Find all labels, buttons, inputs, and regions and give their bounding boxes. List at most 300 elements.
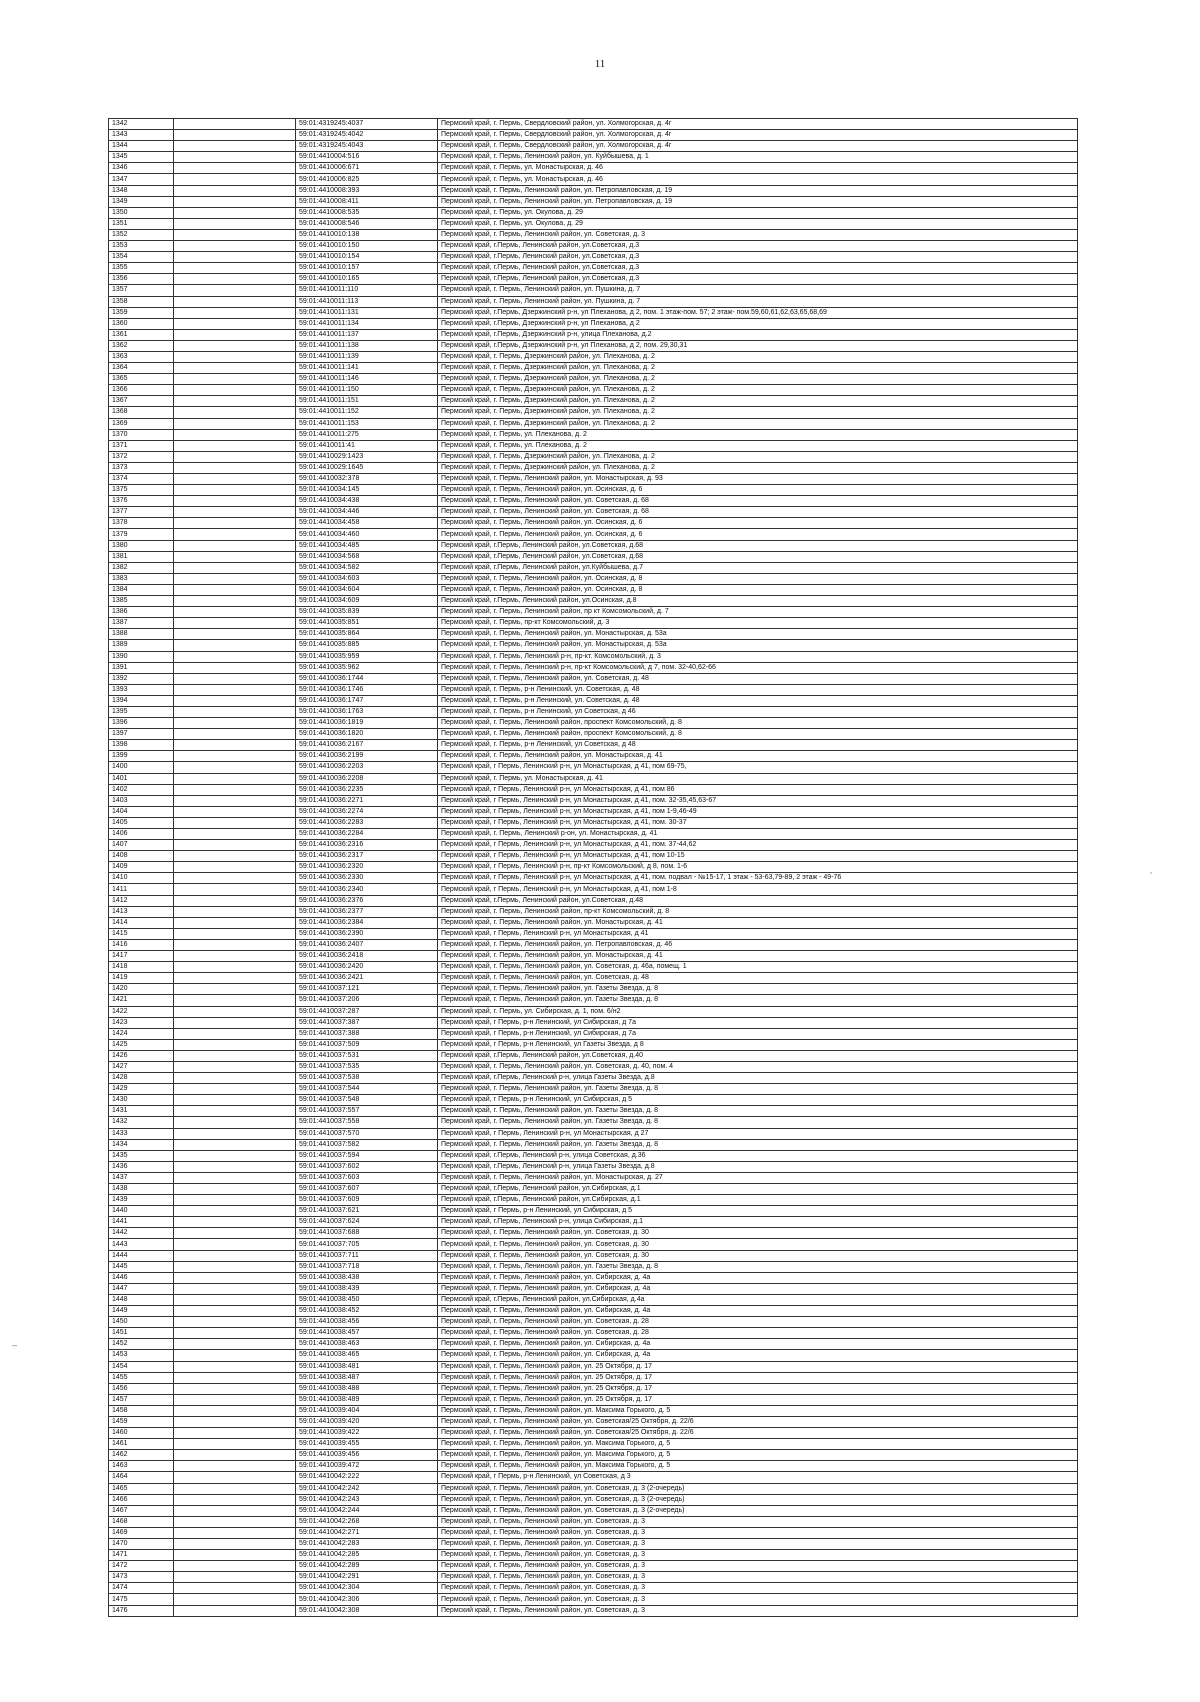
cadastral-number-cell: 59:01:4410011:110 [296,285,438,296]
table-row [109,418,1078,429]
address-cell: Пермский край, г. Пермь, Ленинский район, ул. Монастырская, д. 53а [438,640,1078,651]
table-row [109,329,1078,340]
empty-cell [174,1006,296,1017]
empty-cell [174,1561,296,1572]
empty-cell [174,984,296,995]
cadastral-number-cell: 59:01:4410011:134 [296,318,438,329]
address-cell: Пермский край, г. Пермь, Ленинский р-н, пр-кт. Комсомольский, д. 3 [438,651,1078,662]
table-row [109,1139,1078,1150]
row-number-cell: 1393 [109,684,174,695]
address-cell: Пермский край, г. Пермь, Ленинский район, ул. Советская, д. 3 [438,1572,1078,1583]
address-cell: Пермский край, г.Пермь, Дзержинский р-н, ул Плеханова, д 2, пом. 1 этаж-пом. 57; 2 этаж- пом.59,60,61,62,63,65,68,69 [438,307,1078,318]
cadastral-number-cell: 59:01:4410034:458 [296,518,438,529]
address-cell: Пермский край, г. Пермь, Свердловский район, ул. Холмогорская, д. 4г [438,130,1078,141]
empty-cell [174,584,296,595]
row-number-cell: 1355 [109,263,174,274]
row-number-cell: 1418 [109,962,174,973]
address-cell: Пермский край, г.Пермь, Ленинский район, ул.Сибирская, д.4а [438,1294,1078,1305]
table-row [109,773,1078,784]
empty-cell [174,418,296,429]
row-number-cell: 1384 [109,584,174,595]
cadastral-number-cell: 59:01:4319245:4042 [296,130,438,141]
row-number-cell: 1354 [109,252,174,263]
table-row [109,740,1078,751]
empty-cell [174,529,296,540]
row-number-cell: 1360 [109,318,174,329]
address-cell: Пермский край, г. Пермь, Ленинский район, ул. Советская, д. 3 (2-очередь) [438,1483,1078,1494]
address-cell: Пермский край, г. Пермь, Ленинский район, ул. Газеты Звезда, д. 8 [438,1261,1078,1272]
address-cell: Пермский край, г.Пермь, Ленинский район, ул.Советская, д.3 [438,263,1078,274]
table-row [109,1239,1078,1250]
cadastral-number-cell: 59:01:4410006:825 [296,174,438,185]
cadastral-number-cell: 59:01:4410038:456 [296,1317,438,1328]
address-cell: Пермский край, г. Пермь, Ленинский район, ул. Петропавловская, д. 19 [438,185,1078,196]
empty-cell [174,407,296,418]
empty-cell [174,363,296,374]
cadastral-number-cell: 59:01:4410029:1645 [296,462,438,473]
row-number-cell: 1350 [109,207,174,218]
table-row [109,1405,1078,1416]
cadastral-number-cell: 59:01:4410036:2284 [296,829,438,840]
address-cell: Пермский край, г. Пермь, Ленинский р-он, ул. Монастырская, д. 41 [438,829,1078,840]
cadastral-number-cell: 59:01:4410032:378 [296,474,438,485]
row-number-cell: 1397 [109,729,174,740]
address-cell: Пермский край, г Пермь, Ленинский р-н, ул Монастырская, д 41, пом 10-15 [438,851,1078,862]
empty-cell [174,185,296,196]
address-cell: Пермский край, г. Пермь, Ленинский район, ул. Советская, д. 3 [438,1561,1078,1572]
empty-cell [174,1572,296,1583]
table-row [109,1317,1078,1328]
cadastral-number-cell: 59:01:4410011:151 [296,396,438,407]
cadastral-number-cell: 59:01:4410011:152 [296,407,438,418]
empty-cell [174,1605,296,1616]
empty-cell [174,241,296,252]
cadastral-number-cell: 59:01:4410036:2167 [296,740,438,751]
cadastral-number-cell: 59:01:4410034:609 [296,596,438,607]
row-number-cell: 1475 [109,1594,174,1605]
address-cell: Пермский край, г. Пермь, Ленинский район, ул. 25 Октября, д. 17 [438,1361,1078,1372]
address-cell: Пермский край, г.Пермь, Ленинский район, ул.Сибирская, д.1 [438,1195,1078,1206]
cadastral-number-cell: 59:01:4410039:404 [296,1405,438,1416]
address-cell: Пермский край, г. Пермь, Ленинский район, ул. Пушкина, д. 7 [438,296,1078,307]
row-number-cell: 1367 [109,396,174,407]
row-number-cell: 1409 [109,862,174,873]
table-row [109,651,1078,662]
table-row [109,1294,1078,1305]
row-number-cell: 1460 [109,1428,174,1439]
row-number-cell: 1420 [109,984,174,995]
cadastral-number-cell: 59:01:4319245:4043 [296,141,438,152]
row-number-cell: 1399 [109,751,174,762]
table-row [109,729,1078,740]
table-row [109,119,1078,130]
empty-cell [174,385,296,396]
row-number-cell: 1366 [109,385,174,396]
cadastral-number-cell: 59:01:4410008:393 [296,185,438,196]
table-row [109,706,1078,717]
table-row [109,1383,1078,1394]
address-cell: Пермский край, г Пермь, р-н Ленинский, ул Сибирская, д 5 [438,1206,1078,1217]
row-number-cell: 1434 [109,1139,174,1150]
address-cell: Пермский край, г. Пермь, Ленинский район, ул. Сибирская, д. 4а [438,1283,1078,1294]
table-row [109,817,1078,828]
empty-cell [174,1383,296,1394]
row-number-cell: 1383 [109,573,174,584]
table-row [109,274,1078,285]
address-cell: Пермский край, г. Пермь, Дзержинский район, ул. Плеханова, д. 2 [438,407,1078,418]
cadastral-number-cell: 59:01:4410036:1763 [296,706,438,717]
cadastral-number-cell: 59:01:4410037:594 [296,1150,438,1161]
table-row [109,973,1078,984]
address-cell: Пермский край, г. Пермь, Ленинский район, ул. Осинская, д. 8 [438,573,1078,584]
address-cell: Пермский край, г. Пермь, ул. Плеханова, д. 2 [438,440,1078,451]
row-number-cell: 1347 [109,174,174,185]
empty-cell [174,607,296,618]
address-cell: Пермский край, г. Пермь, Ленинский район, ул. Осинская, д. 6 [438,518,1078,529]
table-row [109,1084,1078,1095]
row-number-cell: 1459 [109,1416,174,1427]
cadastral-number-cell: 59:01:4410036:2384 [296,917,438,928]
cadastral-number-cell: 59:01:4410042:244 [296,1505,438,1516]
row-number-cell: 1365 [109,374,174,385]
table-row [109,1483,1078,1494]
empty-cell [174,1039,296,1050]
table-row [109,363,1078,374]
row-number-cell: 1405 [109,817,174,828]
cadastral-number-cell: 59:01:4410037:544 [296,1084,438,1095]
address-cell: Пермский край, г. Пермь, Свердловский район, ул. Холмогорская, д. 4г [438,119,1078,130]
address-cell: Пермский край, г. Пермь, Дзержинский район, ул. Плеханова, д. 2 [438,385,1078,396]
table-row [109,795,1078,806]
address-cell: Пермский край, г.Пермь, Ленинский район, ул.Советская, д.3 [438,241,1078,252]
empty-cell [174,1150,296,1161]
empty-cell [174,873,296,884]
address-cell: Пермский край, г. Пермь, Ленинский район, ул. Советская, д. 3 [438,1550,1078,1561]
table-row [109,928,1078,939]
empty-cell [174,1428,296,1439]
row-number-cell: 1437 [109,1172,174,1183]
cadastral-number-cell: 59:01:4410036:2316 [296,840,438,851]
row-number-cell: 1453 [109,1350,174,1361]
cadastral-number-cell: 59:01:4410039:455 [296,1439,438,1450]
table-row [109,174,1078,185]
address-cell: Пермский край, г Пермь, Ленинский р-н, ул Монастырская, д 41, пом. 37-44,62 [438,840,1078,851]
empty-cell [174,263,296,274]
empty-cell [174,307,296,318]
address-cell: Пермский край, г. Пермь, Ленинский район, ул. Советская, д. 30 [438,1239,1078,1250]
address-cell: Пермский край, г.Пермь, Ленинский р-н, улица Сибирская, д.1 [438,1217,1078,1228]
table-row [109,1039,1078,1050]
address-cell: Пермский край, г. Пермь, Ленинский район, ул. Советская, д. 48 [438,973,1078,984]
empty-cell [174,829,296,840]
cadastral-number-cell: 59:01:4410042:242 [296,1483,438,1494]
address-cell: Пермский край, г Пермь, р-н Ленинский, ул Сибирская, д 7а [438,1028,1078,1039]
address-cell: Пермский край, г.Пермь, Дзержинский р-н, ул Плеханова, д 2 [438,318,1078,329]
address-cell: Пермский край, г. Пермь, Ленинский район, ул. Советская/25 Октября, д. 22/6 [438,1416,1078,1427]
address-cell: Пермский край, г. Пермь, Ленинский район, ул. Сибирская, д. 4а [438,1339,1078,1350]
address-cell: Пермский край, г. Пермь, пр-кт Комсомольский, д. 3 [438,618,1078,629]
row-number-cell: 1449 [109,1306,174,1317]
address-cell: Пермский край, г. Пермь, Ленинский район, ул. Советская, д. 68 [438,496,1078,507]
empty-cell [174,1450,296,1461]
address-cell: Пермский край, г. Пермь, р-н Ленинский, ул Советская, д 48 [438,740,1078,751]
cadastral-number-cell: 59:01:4410036:1746 [296,684,438,695]
row-number-cell: 1402 [109,784,174,795]
address-cell: Пермский край, г. Пермь, Ленинский район, ул. Сибирская, д. 4а [438,1272,1078,1283]
empty-cell [174,429,296,440]
table-row [109,962,1078,973]
table-row [109,529,1078,540]
cadastral-number-cell: 59:01:4410036:1819 [296,718,438,729]
address-cell: Пермский край, г. Пермь, ул. Монастырская, д. 46 [438,174,1078,185]
empty-cell [174,718,296,729]
table-row [109,351,1078,362]
empty-cell [174,351,296,362]
cadastral-number-cell: 59:01:4410011:153 [296,418,438,429]
table-row [109,684,1078,695]
empty-cell [174,1527,296,1538]
row-number-cell: 1445 [109,1261,174,1272]
cadastral-number-cell: 59:01:4410039:422 [296,1428,438,1439]
cadastral-number-cell: 59:01:4410034:604 [296,584,438,595]
table-row [109,1184,1078,1195]
address-cell: Пермский край, г.Пермь, Ленинский район, ул.Советская, д.3 [438,252,1078,263]
empty-cell [174,340,296,351]
empty-cell [174,229,296,240]
row-number-cell: 1392 [109,673,174,684]
cadastral-number-cell: 59:01:4410034:603 [296,573,438,584]
cadastral-number-cell: 59:01:4410035:864 [296,629,438,640]
empty-cell [174,1328,296,1339]
table-row [109,407,1078,418]
empty-cell [174,562,296,573]
row-number-cell: 1421 [109,995,174,1006]
empty-cell [174,729,296,740]
row-number-cell: 1435 [109,1150,174,1161]
row-number-cell: 1362 [109,340,174,351]
table-row [109,618,1078,629]
table-row [109,1350,1078,1361]
row-number-cell: 1353 [109,241,174,252]
address-cell: Пермский край, г. Пермь, ул. Плеханова, д. 2 [438,429,1078,440]
address-cell: Пермский край, г. Пермь, Ленинский район, ул. Советская, д. 30 [438,1250,1078,1261]
cadastral-number-cell: 59:01:4410035:962 [296,662,438,673]
cadastral-number-cell: 59:01:4410010:154 [296,252,438,263]
row-number-cell: 1431 [109,1106,174,1117]
empty-cell [174,1084,296,1095]
cadastral-number-cell: 59:01:4410011:137 [296,329,438,340]
empty-cell [174,1516,296,1527]
empty-cell [174,695,296,706]
row-number-cell: 1411 [109,884,174,895]
table-row [109,1472,1078,1483]
table-row [109,1372,1078,1383]
empty-cell [174,662,296,673]
table-row [109,784,1078,795]
table-row [109,263,1078,274]
empty-cell [174,895,296,906]
table-row [109,1450,1078,1461]
cadastral-number-cell: 59:01:4410042:271 [296,1527,438,1538]
row-number-cell: 1455 [109,1372,174,1383]
address-cell: Пермский край, г Пермь, Ленинский р-н, ул Монастырская, д 41, пом. 30-37 [438,817,1078,828]
empty-cell [174,1550,296,1561]
address-cell: Пермский край, г. Пермь, ул. Монастырская, д. 46 [438,163,1078,174]
address-cell: Пермский край, г. Пермь, Дзержинский район, ул. Плеханова, д. 2 [438,374,1078,385]
address-cell: Пермский край, г. Пермь, Ленинский район, ул. 25 Октября, д. 17 [438,1394,1078,1405]
cadastral-number-cell: 59:01:4410038:488 [296,1383,438,1394]
empty-cell [174,596,296,607]
empty-cell [174,1439,296,1450]
table-row [109,1594,1078,1605]
table-row [109,540,1078,551]
empty-cell [174,862,296,873]
property-register-table-container [108,118,1078,1617]
cadastral-number-cell: 59:01:4410037:711 [296,1250,438,1261]
address-cell: Пермский край, г.Пермь, Ленинский р-н, улица Советская, д.36 [438,1150,1078,1161]
row-number-cell: 1432 [109,1117,174,1128]
table-row [109,252,1078,263]
cadastral-number-cell: 59:01:4410036:2376 [296,895,438,906]
empty-cell [174,751,296,762]
empty-cell [174,1405,296,1416]
empty-cell [174,374,296,385]
row-number-cell: 1471 [109,1550,174,1561]
empty-cell [174,1095,296,1106]
row-number-cell: 1358 [109,296,174,307]
address-cell: Пермский край, г.Пермь, Ленинский р-н, улица Газеты Звезда, д.8 [438,1161,1078,1172]
address-cell: Пермский край, г. Пермь, Ленинский район, ул. Петропавловская, д. 46 [438,939,1078,950]
address-cell: Пермский край, г. Пермь, Ленинский район, ул. Газеты Звезда, д. 8 [438,995,1078,1006]
row-number-cell: 1470 [109,1539,174,1550]
row-number-cell: 1376 [109,496,174,507]
empty-cell [174,1350,296,1361]
address-cell: Пермский край, г. Пермь, Свердловский район, ул. Холмогорская, д. 4г [438,141,1078,152]
cadastral-number-cell: 59:01:4410037:624 [296,1217,438,1228]
table-row [109,1261,1078,1272]
row-number-cell: 1346 [109,163,174,174]
address-cell: Пермский край, г. Пермь, Ленинский район, пр-кт Комсомольский, д. 8 [438,906,1078,917]
cadastral-number-cell: 59:01:4410029:1423 [296,451,438,462]
table-row [109,1217,1078,1228]
row-number-cell: 1387 [109,618,174,629]
empty-cell [174,152,296,163]
row-number-cell: 1363 [109,351,174,362]
address-cell: Пермский край, г.Пермь, Дзержинский р-н, ул Плеханова, д 2, пом. 29,30,31 [438,340,1078,351]
row-number-cell: 1368 [109,407,174,418]
row-number-cell: 1415 [109,928,174,939]
cadastral-number-cell: 59:01:4410034:568 [296,551,438,562]
table-row [109,485,1078,496]
empty-cell [174,1117,296,1128]
cadastral-number-cell: 59:01:4410037:535 [296,1061,438,1072]
address-cell: Пермский край, г. Пермь, Ленинский район, ул. Монастырская, д. 93 [438,474,1078,485]
empty-cell [174,884,296,895]
row-number-cell: 1398 [109,740,174,751]
cadastral-number-cell: 59:01:4319245:4037 [296,119,438,130]
table-row [109,562,1078,573]
row-number-cell: 1404 [109,806,174,817]
empty-cell [174,1184,296,1195]
cadastral-number-cell: 59:01:4410038:465 [296,1350,438,1361]
scan-artifact-mark: ‚ [1150,865,1152,875]
row-number-cell: 1444 [109,1250,174,1261]
address-cell: Пермский край, г. Пермь, Дзержинский район, ул. Плеханова, д. 2 [438,451,1078,462]
table-row [109,551,1078,562]
table-row [109,229,1078,240]
empty-cell [174,1217,296,1228]
row-number-cell: 1342 [109,119,174,130]
address-cell: Пермский край, г. Пермь, Ленинский район, ул. Максима Горького, д. 5 [438,1439,1078,1450]
address-cell: Пермский край, г. Пермь, р-н Ленинский, ул. Советская, д. 48 [438,684,1078,695]
empty-cell [174,1061,296,1072]
cadastral-number-cell: 59:01:4410042:306 [296,1594,438,1605]
address-cell: Пермский край, г. Пермь, ул. Окулова, д. 29 [438,207,1078,218]
address-cell: Пермский край, г. Пермь, р-н Ленинский, ул Советская, д 46 [438,706,1078,717]
row-number-cell: 1422 [109,1006,174,1017]
empty-cell [174,507,296,518]
address-cell: Пермский край, г.Пермь, Ленинский район, ул.Советская, д.48 [438,895,1078,906]
table-row [109,1272,1078,1283]
row-number-cell: 1400 [109,762,174,773]
table-row [109,1195,1078,1206]
row-number-cell: 1370 [109,429,174,440]
table-row [109,496,1078,507]
address-cell: Пермский край, г Пермь, Ленинский р-н, ул Монастырская, д 41, пом. подвал - №15-17, 1 этаж - 53-63,79-89, 2 этаж - 49-76 [438,873,1078,884]
address-cell: Пермский край, г. Пермь, Дзержинский район, ул. Плеханова, д. 2 [438,462,1078,473]
address-cell: Пермский край, г. Пермь, Ленинский район, ул. Советская, д. 3 [438,229,1078,240]
empty-cell [174,1361,296,1372]
table-row [109,895,1078,906]
address-cell: Пермский край, г. Пермь, Ленинский район, ул. Сибирская, д. 4а [438,1306,1078,1317]
empty-cell [174,296,296,307]
row-number-cell: 1466 [109,1494,174,1505]
cadastral-number-cell: 59:01:4410034:438 [296,496,438,507]
cadastral-number-cell: 59:01:4410037:603 [296,1172,438,1183]
address-cell: Пермский край, г Пермь, Ленинский р-н, ул Монастырская, д 41 [438,928,1078,939]
row-number-cell: 1464 [109,1472,174,1483]
address-cell: Пермский край, г. Пермь, Ленинский район, проспект Комсомольский, д. 8 [438,729,1078,740]
empty-cell [174,851,296,862]
address-cell: Пермский край, г. Пермь, Ленинский район, проспект Комсомольский, д. 8 [438,718,1078,729]
cadastral-number-cell: 59:01:4410037:531 [296,1050,438,1061]
table-row [109,396,1078,407]
address-cell: Пермский край, г. Пермь, Ленинский район, ул. Советская/25 Октября, д. 22/6 [438,1428,1078,1439]
cadastral-number-cell: 59:01:4410038:489 [296,1394,438,1405]
table-row [109,873,1078,884]
cadastral-number-cell: 59:01:4410036:1747 [296,695,438,706]
cadastral-number-cell: 59:01:4410037:548 [296,1095,438,1106]
table-row [109,1572,1078,1583]
empty-cell [174,651,296,662]
table-row [109,152,1078,163]
cadastral-number-cell: 59:01:4410011:275 [296,429,438,440]
row-number-cell: 1448 [109,1294,174,1305]
address-cell: Пермский край, г. Пермь, Ленинский район, ул. Максима Горького, д. 5 [438,1450,1078,1461]
cadastral-number-cell: 59:01:4410035:839 [296,607,438,618]
cadastral-number-cell: 59:01:4410037:609 [296,1195,438,1206]
table-row [109,939,1078,950]
table-row [109,507,1078,518]
empty-cell [174,1539,296,1550]
empty-cell [174,1250,296,1261]
address-cell: Пермский край, г. Пермь, Ленинский район, ул. Пушкина, д. 7 [438,285,1078,296]
cadastral-number-cell: 59:01:4410037:388 [296,1028,438,1039]
empty-cell [174,806,296,817]
table-row [109,241,1078,252]
table-row [109,829,1078,840]
empty-cell [174,784,296,795]
